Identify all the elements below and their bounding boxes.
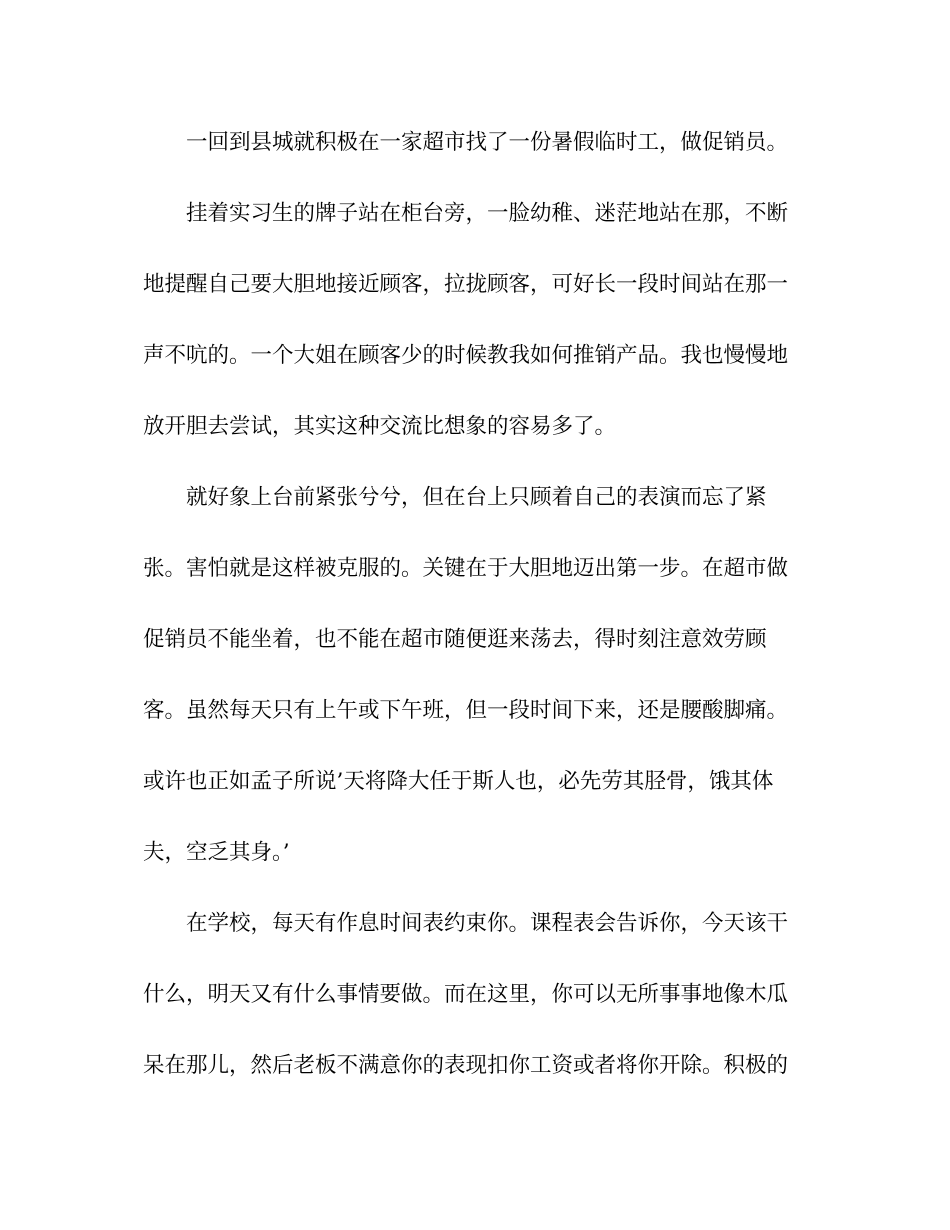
- paragraph-3-line-2: 张。害怕就是这样被克服的。关键在于大胆地迈出第一步。在超市做: [143, 556, 789, 581]
- paragraph-4-line-2: 什么，明天又有什么事情要做。而在这里，你可以无所事事地像木瓜: [143, 982, 789, 1007]
- paragraph-2-line-2: 地提醒自己要大胆地接近顾客，拉拢顾客，可好长一段时间站在那一: [143, 272, 789, 297]
- paragraph-2-line-1: 挂着实习生的牌子站在柜台旁，一脸幼稚、迷茫地站在那，不断: [186, 201, 789, 226]
- paragraph-3-line-6: 夫，空乏其身。’: [143, 840, 290, 865]
- paragraph-4-line-3: 呆在那儿，然后老板不满意你的表现扣你工资或者将你开除。积极的: [143, 1053, 789, 1078]
- paragraph-4-line-1: 在学校，每天有作息时间表约束你。课程表会告诉你，今天该干: [186, 911, 789, 936]
- paragraph-2-line-3: 声不吭的。一个大姐在顾客少的时候教我如何推销产品。我也慢慢地: [143, 343, 789, 368]
- paragraph-1-line-1: 一回到县城就积极在一家超市找了一份暑假临时工，做促销员。: [186, 130, 789, 155]
- paragraph-3-line-4: 客。虽然每天只有上午或下午班，但一段时间下来，还是腰酸脚痛。: [143, 698, 789, 723]
- paragraph-2-line-4: 放开胆去尝试，其实这种交流比想象的容易多了。: [143, 414, 617, 439]
- paragraph-3-line-1: 就好象上台前紧张兮兮，但在台上只顾着自己的表演而忘了紧: [186, 485, 767, 510]
- paragraph-3-line-5: 或许也正如孟子所说’天将降大任于斯人也，必先劳其胫骨，饿其体: [143, 769, 774, 794]
- paragraph-3-line-3: 促销员不能坐着，也不能在超市随便逛来荡去，得时刻注意效劳顾: [143, 627, 767, 652]
